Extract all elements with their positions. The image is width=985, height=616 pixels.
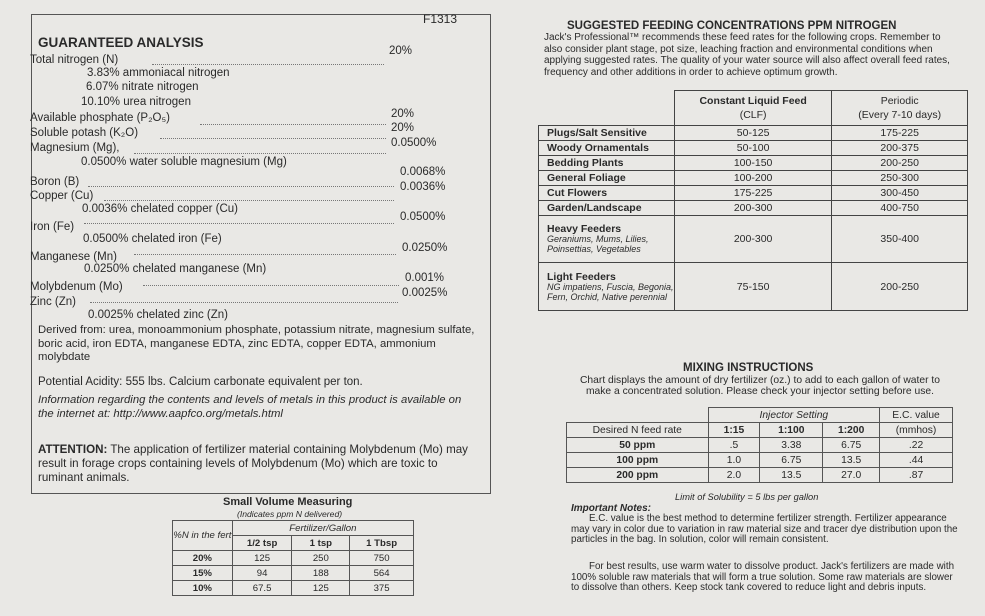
iron-value: 0.0500% (400, 211, 446, 223)
manganese-value: 0.0250% (402, 242, 448, 254)
light-feeders-label: Light Feeders (547, 270, 616, 283)
oz-value: 3.38 (760, 438, 823, 453)
amount-header: 1 tsp (292, 536, 350, 551)
total-nitrogen-label: Total nitrogen (N) (30, 54, 119, 66)
magnesium-value: 0.0500% (391, 137, 437, 149)
oz-value: 13.5 (760, 468, 823, 483)
ratio-header: 1:15 (708, 423, 760, 438)
mixing-title: MIXING INSTRUCTIONS (683, 362, 814, 374)
heavy-feeders-row (539, 216, 968, 263)
oz-value: 1.0 (708, 453, 760, 468)
feeding-row (539, 201, 968, 216)
clf-value: 100-200 (674, 171, 832, 186)
periodic-subtitle: (Every 7-10 days) (858, 109, 942, 121)
leader-line (134, 254, 396, 255)
crop-name: Plugs/Salt Sensitive (539, 126, 675, 141)
magnesium-sub: 0.0500% water soluble magnesium (Mg) (81, 156, 287, 168)
mixing-row (567, 438, 953, 453)
leader-line (104, 200, 394, 201)
attention-label: ATTENTION: (38, 443, 108, 456)
small-volume-title: Small Volume Measuring (223, 496, 353, 508)
copper-sub: 0.0036% chelated copper (Cu) (82, 203, 238, 215)
ratio-header: 1:100 (760, 423, 823, 438)
periodic-header (832, 91, 968, 126)
oz-value: 6.75 (760, 453, 823, 468)
light-feeders-cell (539, 263, 675, 311)
crop-name: General Foliage (539, 171, 675, 186)
feeding-row (539, 126, 968, 141)
heavy-feeders-clf: 200-300 (674, 216, 832, 263)
leader-line (143, 285, 399, 286)
periodic-value: 400-750 (832, 201, 968, 216)
feeding-row (539, 141, 968, 156)
metals-info: Information regarding the contents and levels of metals in this product is available on the internet at: http://www.aapfco.org/metals.html (38, 394, 462, 420)
manganese-sub: 0.0250% chelated manganese (Mn) (84, 263, 267, 275)
feeding-row (539, 156, 968, 171)
magnesium-label: Magnesium (Mg), (30, 142, 120, 154)
ppm-value: 94 (232, 566, 292, 581)
derived-from: Derived from: urea, monoammonium phosphate, potassium nitrate, magnesium sulfate, boric acid, iron EDTA, manganese EDTA, zinc EDTA, copper EDTA, ammonium molybdate (38, 324, 475, 363)
mixing-body (567, 438, 953, 483)
mixing-row (567, 468, 953, 483)
oz-value: 27.0 (823, 468, 880, 483)
fertilizer-gallon-header: Fertilizer/Gallon (232, 521, 413, 536)
light-feeders-clf: 75-150 (674, 263, 832, 311)
heavy-feeders-examples: Geraniums, Mums, Lilies, Poinsettias, Vegetables (547, 234, 649, 254)
small-volume-row (173, 551, 414, 566)
leader-line (160, 138, 386, 139)
periodic-value: 200-375 (832, 141, 968, 156)
ppm-value: 125 (232, 551, 292, 566)
attention-note (38, 443, 478, 485)
total-nitrogen-value: 20% (389, 45, 413, 57)
mixing-intro: Chart displays the amount of dry fertilizer (oz.) to add to each gallon of water to make a concentrated solution. Please check your injector setting before use. (580, 375, 940, 397)
mmhos-header: (mmhos) (880, 423, 953, 438)
leader-line (200, 124, 386, 125)
copper-value: 0.0036% (400, 181, 446, 193)
amount-header: 1/2 tsp (232, 536, 292, 551)
notes-paragraph-1: E.C. value is the best method to determine fertilizer strength. Fertilizer appearance may vary in color due to variation in raw material size and tracer dye distribution upon the particles in the bag. In solution, color will remain consistent. (571, 513, 958, 545)
potential-acidity: Potential Acidity: 555 lbs. Calcium carbonate equivalent per ton. (38, 376, 363, 388)
molybdenum-label: Molybdenum (Mo) (30, 281, 123, 293)
ppm-rate: 50 ppm (567, 438, 709, 453)
amount-header: 1 Tbsp (350, 536, 414, 551)
light-feeders-examples: NG impatiens, Fuscia, Begonia, Fern, Orchid, Native perennial (547, 281, 674, 302)
heavy-feeders-label: Heavy Feeders (547, 223, 622, 235)
injector-setting-header: Injector Setting (708, 408, 880, 423)
clf-value: 100-150 (674, 156, 832, 171)
ga-title: GUARANTEED ANALYSIS (38, 35, 204, 50)
ec-value: .44 (880, 453, 953, 468)
clf-value: 50-125 (674, 126, 832, 141)
periodic-value: 250-300 (832, 171, 968, 186)
clf-title: Constant Liquid Feed (699, 95, 807, 107)
periodic-value: 175-225 (832, 126, 968, 141)
manganese-label: Manganese (Mn) (30, 251, 117, 263)
urea-nitrogen: 10.10% urea nitrogen (81, 96, 191, 108)
solubility-limit: Limit of Solubility = 5 lbs per gallon (675, 492, 819, 502)
periodic-value: 200-250 (832, 156, 968, 171)
light-feeders-periodic: 200-250 (832, 263, 968, 311)
feeding-row (539, 186, 968, 201)
periodic-value: 300-450 (832, 186, 968, 201)
n-percent: 15% (173, 566, 233, 581)
phosphate-label: Available phosphate (P₂O₅) (30, 112, 170, 124)
molybdenum-value: 0.001% (405, 272, 445, 284)
n-percent: 10% (173, 581, 233, 596)
feeding-row (539, 171, 968, 186)
leader-line (88, 186, 394, 187)
notes-paragraph-2: For best results, use warm water to dissolve product. Jack's fertilizers are made with 100% soluble raw materials that will form a true solution. Some raw materials are slower to dissolve than others. Keep stock tank covered to reduce light and debris inputs. (571, 561, 955, 593)
leader-line (152, 64, 384, 65)
iron-label: Iron (Fe) (30, 221, 75, 233)
phosphate-value: 20% (391, 108, 415, 120)
clf-subtitle: (CLF) (739, 109, 767, 121)
ppm-value: 750 (350, 551, 414, 566)
ppm-value: 375 (350, 581, 414, 596)
nitrate-nitrogen: 6.07% nitrate nitrogen (86, 81, 199, 93)
empty-corner (539, 91, 675, 126)
boron-value: 0.0068% (400, 166, 446, 178)
potash-value: 20% (391, 122, 415, 134)
desired-rate-header: Desired N feed rate (567, 423, 709, 438)
feeding-table (538, 90, 968, 311)
ppm-value: 67.5 (232, 581, 292, 596)
mixing-header-row-1 (567, 408, 953, 423)
feeding-intro: Jack's Professional™ recommends these feed rates for the following crops. Remember to also consider plant stage, pot size, leaching fraction and environmental conditions when applying suggested rates. The quality of your water source will also affect overall feed rates, frequency and other additions in order to achieve optimum growth. (544, 32, 950, 78)
potash-label: Soluble potash (K₂O) (30, 127, 139, 139)
small-volume-table (172, 520, 414, 596)
notes-title: Important Notes: (571, 503, 651, 514)
crop-name: Garden/Landscape (539, 201, 675, 216)
clf-value: 50-100 (674, 141, 832, 156)
product-code: F1313 (423, 12, 458, 26)
feeding-body (539, 126, 968, 216)
clf-value: 175-225 (674, 186, 832, 201)
crop-name: Bedding Plants (539, 156, 675, 171)
n-fert-header: %N in the fert (173, 521, 233, 551)
boron-label: Boron (B) (30, 176, 80, 188)
oz-value: 13.5 (823, 453, 880, 468)
ppm-rate: 200 ppm (567, 468, 709, 483)
small-volume-subtitle: (Indicates ppm N delivered) (237, 509, 343, 519)
copper-label: Copper (Cu) (30, 190, 94, 202)
ppm-value: 250 (292, 551, 350, 566)
light-feeders-row (539, 263, 968, 311)
ec-value: .22 (880, 438, 953, 453)
zinc-value: 0.0025% (402, 287, 448, 299)
ppm-value: 564 (350, 566, 414, 581)
feeding-header-row (539, 91, 968, 126)
zinc-label: Zinc (Zn) (30, 296, 76, 308)
ppm-value: 125 (292, 581, 350, 596)
attention-text: The application of fertilizer material containing Molybdenum (Mo) may result in forage crops containing levels of Molybdenum (Mo) which are toxic to ruminant animals. (38, 443, 468, 484)
small-volume-row (173, 566, 414, 581)
ec-value-header: E.C. value (880, 408, 953, 423)
clf-header (674, 91, 832, 126)
heavy-feeders-periodic: 350-400 (832, 216, 968, 263)
ppm-rate: 100 ppm (567, 453, 709, 468)
crop-name: Woody Ornamentals (539, 141, 675, 156)
crop-name: Cut Flowers (539, 186, 675, 201)
periodic-title: Periodic (880, 95, 919, 107)
ammoniacal-nitrogen: 3.83% ammoniacal nitrogen (87, 67, 230, 79)
mixing-header-row-2 (567, 423, 953, 438)
feeding-title: SUGGESTED FEEDING CONCENTRATIONS PPM NITROGEN (567, 20, 897, 32)
leader-line (90, 302, 398, 303)
leader-line (84, 223, 394, 224)
heavy-feeders-cell (539, 216, 675, 263)
oz-value: 6.75 (823, 438, 880, 453)
mixing-table (566, 407, 953, 483)
iron-sub: 0.0500% chelated iron (Fe) (83, 233, 222, 245)
n-percent: 20% (173, 551, 233, 566)
zinc-sub: 0.0025% chelated zinc (Zn) (88, 309, 228, 321)
leader-line (134, 153, 386, 154)
small-header-row-1 (173, 521, 414, 536)
oz-value: .5 (708, 438, 760, 453)
small-volume-row (173, 581, 414, 596)
clf-value: 200-300 (674, 201, 832, 216)
ppm-value: 188 (292, 566, 350, 581)
empty-corner (567, 408, 709, 423)
oz-value: 2.0 (708, 468, 760, 483)
ec-value: .87 (880, 468, 953, 483)
ratio-header: 1:200 (823, 423, 880, 438)
mixing-row (567, 453, 953, 468)
small-volume-body (173, 551, 414, 596)
